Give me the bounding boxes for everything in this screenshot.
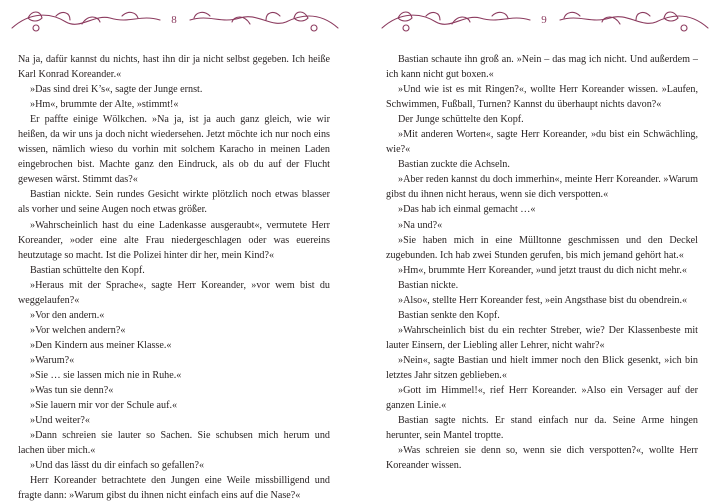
paragraph: »Na und?« xyxy=(398,219,443,231)
paragraph: Bastian nickte. xyxy=(398,279,459,291)
paragraph: »Das hab ich einmal gemacht …« xyxy=(398,204,536,216)
paragraph: Bastian zuckte die Achseln. xyxy=(398,159,510,171)
paragraph: »Wahrscheinlich bist du ein rechter Streber, wie? Der Klassenbeste mit lauter Einsern, der Liebling aller Lehrer, nicht wahr?« xyxy=(386,324,698,351)
paragraph: »Und weiter?« xyxy=(30,415,90,427)
page-number: 9 xyxy=(541,14,547,26)
paragraph: Na ja, dafür kannst du nichts, hast ihn dir ja nicht selbst gegeben. Ich heiße Karl Konrad Koreander.« xyxy=(18,54,330,81)
paragraph: Bastian senkte den Kopf. xyxy=(398,309,500,321)
paragraph: »Sie … sie lassen mich nie in Ruhe.« xyxy=(30,369,182,381)
paragraph: »Heraus mit der Sprache«, sagte Herr Koreander, »vor wem bist du weggelaufen?« xyxy=(18,279,330,306)
paragraph: »Gott im Himmel!«, rief Herr Koreander. »Also ein Versager auf der ganzen Linie.« xyxy=(386,385,698,412)
paragraph: Bastian nickte. Sein rundes Gesicht wirkte plötzlich noch etwas blasser als vorher und seine Augen noch etwas größer. xyxy=(18,189,330,216)
paragraph: Der Junge schüttelte den Kopf. xyxy=(398,114,524,126)
paragraph: »Wahrscheinlich hast du eine Ladenkasse ausgeraubt«, vermutete Herr Koreander, »oder eine alte Frau niedergeschlagen oder was euereins heutzutage so macht. Ist die Polizei hinter dir her, mein Kind?« xyxy=(18,219,330,261)
paragraph: »Hm«, brummte der Alte, »stimmt!« xyxy=(30,99,179,111)
paragraph: »Den Kindern aus meiner Klasse.« xyxy=(30,339,172,351)
paragraph: Herr Koreander betrachtete den Jungen eine Weile missbilligend und fragte dann: »Warum gibst du ihnen nicht einfach eins auf die Nase?« xyxy=(18,475,330,502)
paragraph: »Mit anderen Worten«, sagte Herr Koreander, »du bist ein Schwächling, wie?« xyxy=(386,129,698,156)
page-number: 8 xyxy=(171,14,177,26)
paragraph: »Also«, stellte Herr Koreander fest, »ein Angsthase bist du obendrein.« xyxy=(398,294,688,306)
paragraph: »Sie lauern mir vor der Schule auf.« xyxy=(30,400,178,412)
paragraph: »Und wie ist es mit Ringen?«, wollte Herr Koreander wissen. »Laufen, Schwimmen, Fußball, Turnen? Kannst du überhaupt nichts davon?« xyxy=(386,84,698,111)
paragraph: Bastian sagte nichts. Er stand einfach nur da. Seine Arme hingen herunter, sein Mantel troptte. xyxy=(386,415,698,442)
paragraph: »Was tun sie denn?« xyxy=(30,385,114,397)
left-page-text xyxy=(18,52,330,503)
paragraph: »Das sind drei K’s«, sagte der Junge ernst. xyxy=(30,84,203,96)
paragraph: »Warum?« xyxy=(30,354,75,366)
left-page xyxy=(0,0,360,502)
paragraph: »Vor welchen andern?« xyxy=(30,324,126,336)
paragraph: »Vor den andern.« xyxy=(30,309,105,321)
paragraph: Bastian schüttelte den Kopf. xyxy=(30,264,145,276)
paragraph: »Was schreien sie denn so, wenn sie dich verspotten?«, wollte Herr Koreander wissen. xyxy=(386,445,698,472)
paragraph: »Aber reden kannst du doch immerhin«, meinte Herr Koreander. »Warum gibst du ihnen nicht heraus, wenn sie dich verspotten.« xyxy=(386,174,698,201)
paragraph: Er paffte einige Wölkchen. »Na ja, ist ja auch ganz gleich, wie wir heißen, da wir uns ja doch nicht wiedersehen. Jetzt möchte ich nur noch eins wissen, nämlich wieso du vorhin mit solchem Karacho in meinen Laden eingebrochen bist. Machte ganz den Eindruck, als ob du auf der Flucht gewesen wärst. Stimmt das?« xyxy=(18,114,330,186)
paragraph: »Und das lässt du dir einfach so gefallen?« xyxy=(30,460,205,472)
paragraph: »Nein«, sagte Bastian und hielt immer noch den Blick gesenkt, »ich bin letztes Jahr sitzen geblieben.« xyxy=(386,354,698,381)
right-page-text xyxy=(386,52,698,473)
paragraph: »Dann schreien sie lauter so Sachen. Sie schubsen mich herum und lachen über mich.« xyxy=(18,430,330,457)
paragraph: »Sie haben mich in eine Mülltonne geschmissen und den Deckel zugebunden. Ich hab zwei Stunden gerufen, bis mich jemand gehört hat.« xyxy=(386,234,698,261)
paragraph: Bastian schaute ihn groß an. »Nein – das mag ich nicht. Und außerdem – ich kann nicht gut boxen.« xyxy=(386,54,698,81)
paragraph: »Hm«, brummte Herr Koreander, »und jetzt traust du dich nicht mehr.« xyxy=(398,264,687,276)
